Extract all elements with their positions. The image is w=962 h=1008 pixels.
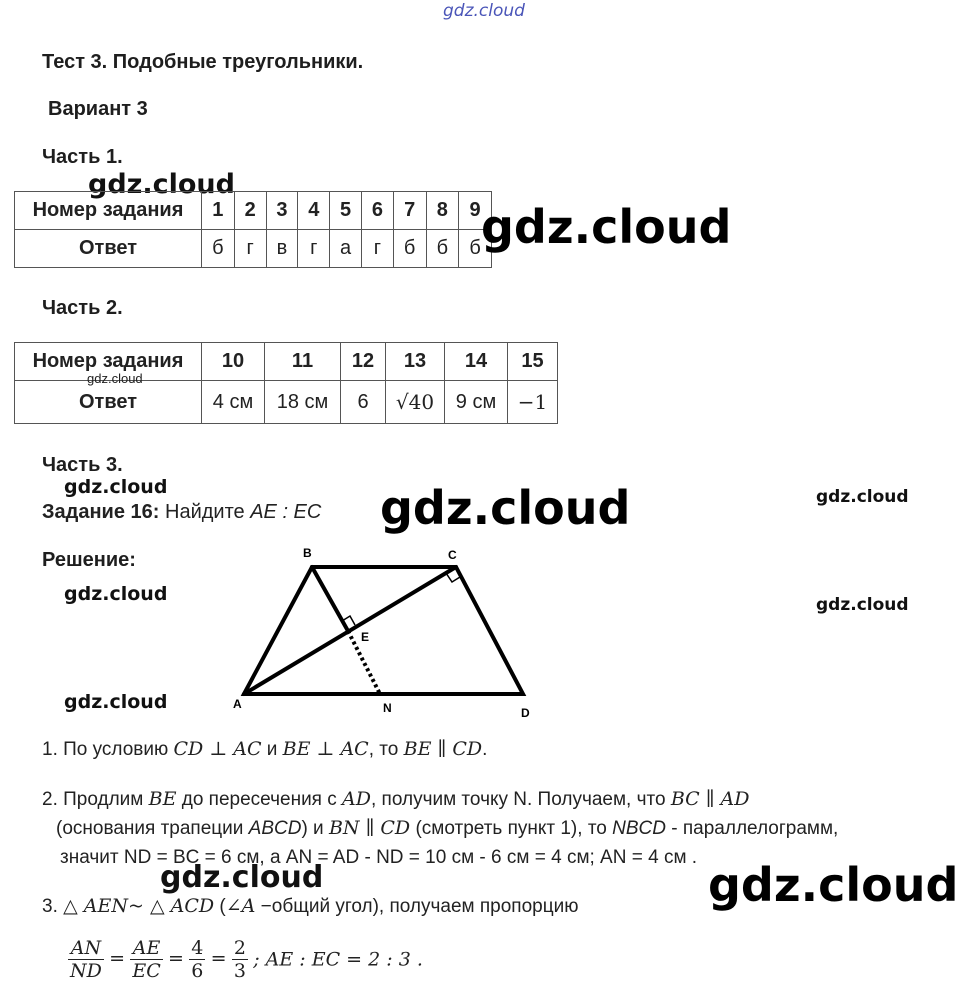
watermark-top: gdz.cloud bbox=[443, 1, 525, 21]
task-number-cell: 5 bbox=[330, 192, 362, 230]
task-number-cell: 15 bbox=[508, 343, 558, 381]
math-expr: BE ⊥ AC bbox=[282, 738, 369, 760]
step-1 bbox=[42, 738, 487, 761]
task-number-cell: 4 bbox=[298, 192, 330, 230]
fraction bbox=[130, 937, 162, 982]
numerator: AN bbox=[68, 937, 104, 960]
task-text: Найдите bbox=[165, 501, 245, 523]
denominator: EC bbox=[132, 960, 161, 982]
task-number-cell: 14 bbox=[445, 343, 508, 381]
answer-cell: −1 bbox=[508, 381, 558, 424]
fraction bbox=[232, 937, 248, 982]
step-text: 3. bbox=[42, 896, 64, 917]
table-header-cell: Номер задания bbox=[15, 192, 202, 230]
proportion-line bbox=[68, 937, 423, 982]
page-title: Тест 3. Подобные треугольники. bbox=[42, 51, 364, 73]
proportion-result: ; AE : EC = 2 : 3 . bbox=[253, 948, 423, 971]
part1-answer-table bbox=[14, 191, 492, 268]
table-header-cell: Ответ bbox=[15, 381, 202, 424]
math-expr: CD ⊥ AC bbox=[173, 738, 262, 760]
step-text: и bbox=[261, 739, 283, 760]
numerator: AE bbox=[130, 937, 162, 960]
step-text: ( bbox=[214, 896, 226, 917]
watermark: gdz.cloud bbox=[816, 595, 909, 615]
answer-cell: б bbox=[393, 230, 426, 268]
task-number-cell: 11 bbox=[265, 343, 341, 381]
denominator: 6 bbox=[191, 960, 204, 982]
step-3 bbox=[42, 895, 578, 918]
task-number-cell: 1 bbox=[202, 192, 235, 230]
table-row bbox=[15, 192, 492, 230]
answer-cell: 9 см bbox=[445, 381, 508, 424]
watermark: gdz.cloud bbox=[64, 583, 168, 605]
fraction bbox=[68, 937, 104, 982]
task-label: Задание 16: bbox=[42, 501, 160, 523]
task-number-cell: 12 bbox=[341, 343, 386, 381]
part1-heading: Часть 1. bbox=[42, 146, 123, 168]
solution-label: Решение: bbox=[42, 549, 136, 571]
watermark: gdz.cloud bbox=[64, 476, 168, 498]
step-2-line-3: значит ND = BC = 6 см, а AN = AD - ND = 10 см - 6 см = 4 см; AN = 4 см . bbox=[60, 847, 698, 868]
table-header-cell: Ответ bbox=[15, 230, 202, 268]
watermark: gdz.cloud bbox=[481, 200, 732, 254]
step-text: (смотреть пункт 1), то bbox=[410, 818, 613, 839]
answer-cell: в bbox=[266, 230, 298, 268]
answer-cell: 4 см bbox=[202, 381, 265, 424]
answer-cell: а bbox=[330, 230, 362, 268]
part2-heading: Часть 2. bbox=[42, 297, 123, 319]
step-2-line-2 bbox=[56, 817, 838, 840]
table-row bbox=[15, 230, 492, 268]
equals-sign: = bbox=[168, 947, 184, 970]
numerator: 4 bbox=[191, 937, 204, 959]
point-label-n: N bbox=[383, 701, 392, 715]
math-expr: BE bbox=[148, 788, 177, 810]
step-text: - параллелограмм, bbox=[666, 818, 839, 839]
answer-cell: б bbox=[459, 230, 492, 268]
step-text: 1. По условию bbox=[42, 739, 174, 760]
step-text: до пересечения с bbox=[176, 789, 343, 810]
part3-heading: Часть 3. bbox=[42, 454, 123, 476]
step-text: ABCD bbox=[248, 818, 302, 839]
math-expr: BE ∥ CD bbox=[403, 738, 483, 760]
math-expr: ∠A bbox=[225, 895, 256, 917]
watermark: gdz.cloud bbox=[380, 481, 631, 535]
answer-cell: г bbox=[298, 230, 330, 268]
task-expression: AE : EC bbox=[250, 501, 322, 523]
step-text: . bbox=[482, 739, 488, 760]
step-text: −общий угол), получаем пропорцию bbox=[255, 896, 579, 917]
trapezoid-outline bbox=[244, 567, 523, 694]
watermark: gdz.cloud bbox=[708, 858, 959, 912]
answer-cell: г bbox=[234, 230, 266, 268]
point-label-e: E bbox=[361, 630, 370, 644]
watermark: gdz.cloud bbox=[64, 691, 168, 713]
step-text: ) и bbox=[301, 818, 329, 839]
answer-cell: 6 bbox=[341, 381, 386, 424]
task-number-cell: 10 bbox=[202, 343, 265, 381]
equals-sign: = bbox=[210, 947, 227, 970]
point-label-a: A bbox=[233, 697, 242, 711]
equals-sign: = bbox=[109, 947, 126, 970]
point-label-d: D bbox=[521, 706, 530, 720]
step-text: , получим точку N. Получаем, что bbox=[371, 789, 671, 810]
watermark: gdz.cloud bbox=[816, 487, 909, 507]
math-expr: BC ∥ AD bbox=[670, 788, 750, 810]
step-text: 2. Продлим bbox=[42, 789, 149, 810]
variant-label: Вариант 3 bbox=[48, 98, 148, 120]
watermark: gdz.cloud bbox=[160, 860, 324, 895]
trapezoid-figure bbox=[220, 540, 550, 725]
step-2-line-1 bbox=[42, 788, 750, 811]
step-text: NBCD bbox=[612, 818, 666, 839]
point-label-b: B bbox=[303, 546, 312, 560]
task-number-cell: 3 bbox=[266, 192, 298, 230]
watermark: gdz.cloud bbox=[88, 169, 235, 200]
task-number-cell: 8 bbox=[426, 192, 459, 230]
math-expr: △ AEN~ △ ACD bbox=[63, 895, 215, 917]
task-number-cell: 13 bbox=[386, 343, 445, 381]
step-text: , то bbox=[368, 739, 404, 760]
task-number-cell: 9 bbox=[459, 192, 492, 230]
task-number-cell: 2 bbox=[234, 192, 266, 230]
math-expr: AD bbox=[342, 788, 371, 810]
task-number-cell: 7 bbox=[393, 192, 426, 230]
task-16-line bbox=[42, 501, 321, 524]
denominator: ND bbox=[70, 960, 102, 982]
answer-cell: 18 см bbox=[265, 381, 341, 424]
denominator: 3 bbox=[233, 960, 246, 982]
numerator: 2 bbox=[233, 937, 246, 959]
table-row bbox=[15, 381, 558, 424]
answer-cell: √40 bbox=[386, 381, 445, 424]
step-text: (основания трапеции bbox=[56, 818, 249, 839]
answer-cell: б bbox=[202, 230, 235, 268]
point-label-c: C bbox=[448, 548, 457, 562]
task-number-cell: 6 bbox=[361, 192, 393, 230]
math-expr: BN ∥ CD bbox=[328, 817, 411, 839]
fraction bbox=[189, 937, 205, 982]
answer-cell: б bbox=[426, 230, 459, 268]
watermark: gdz.cloud bbox=[87, 371, 143, 386]
table-header-cell: Номер задания bbox=[15, 343, 202, 381]
answer-cell: г bbox=[361, 230, 393, 268]
